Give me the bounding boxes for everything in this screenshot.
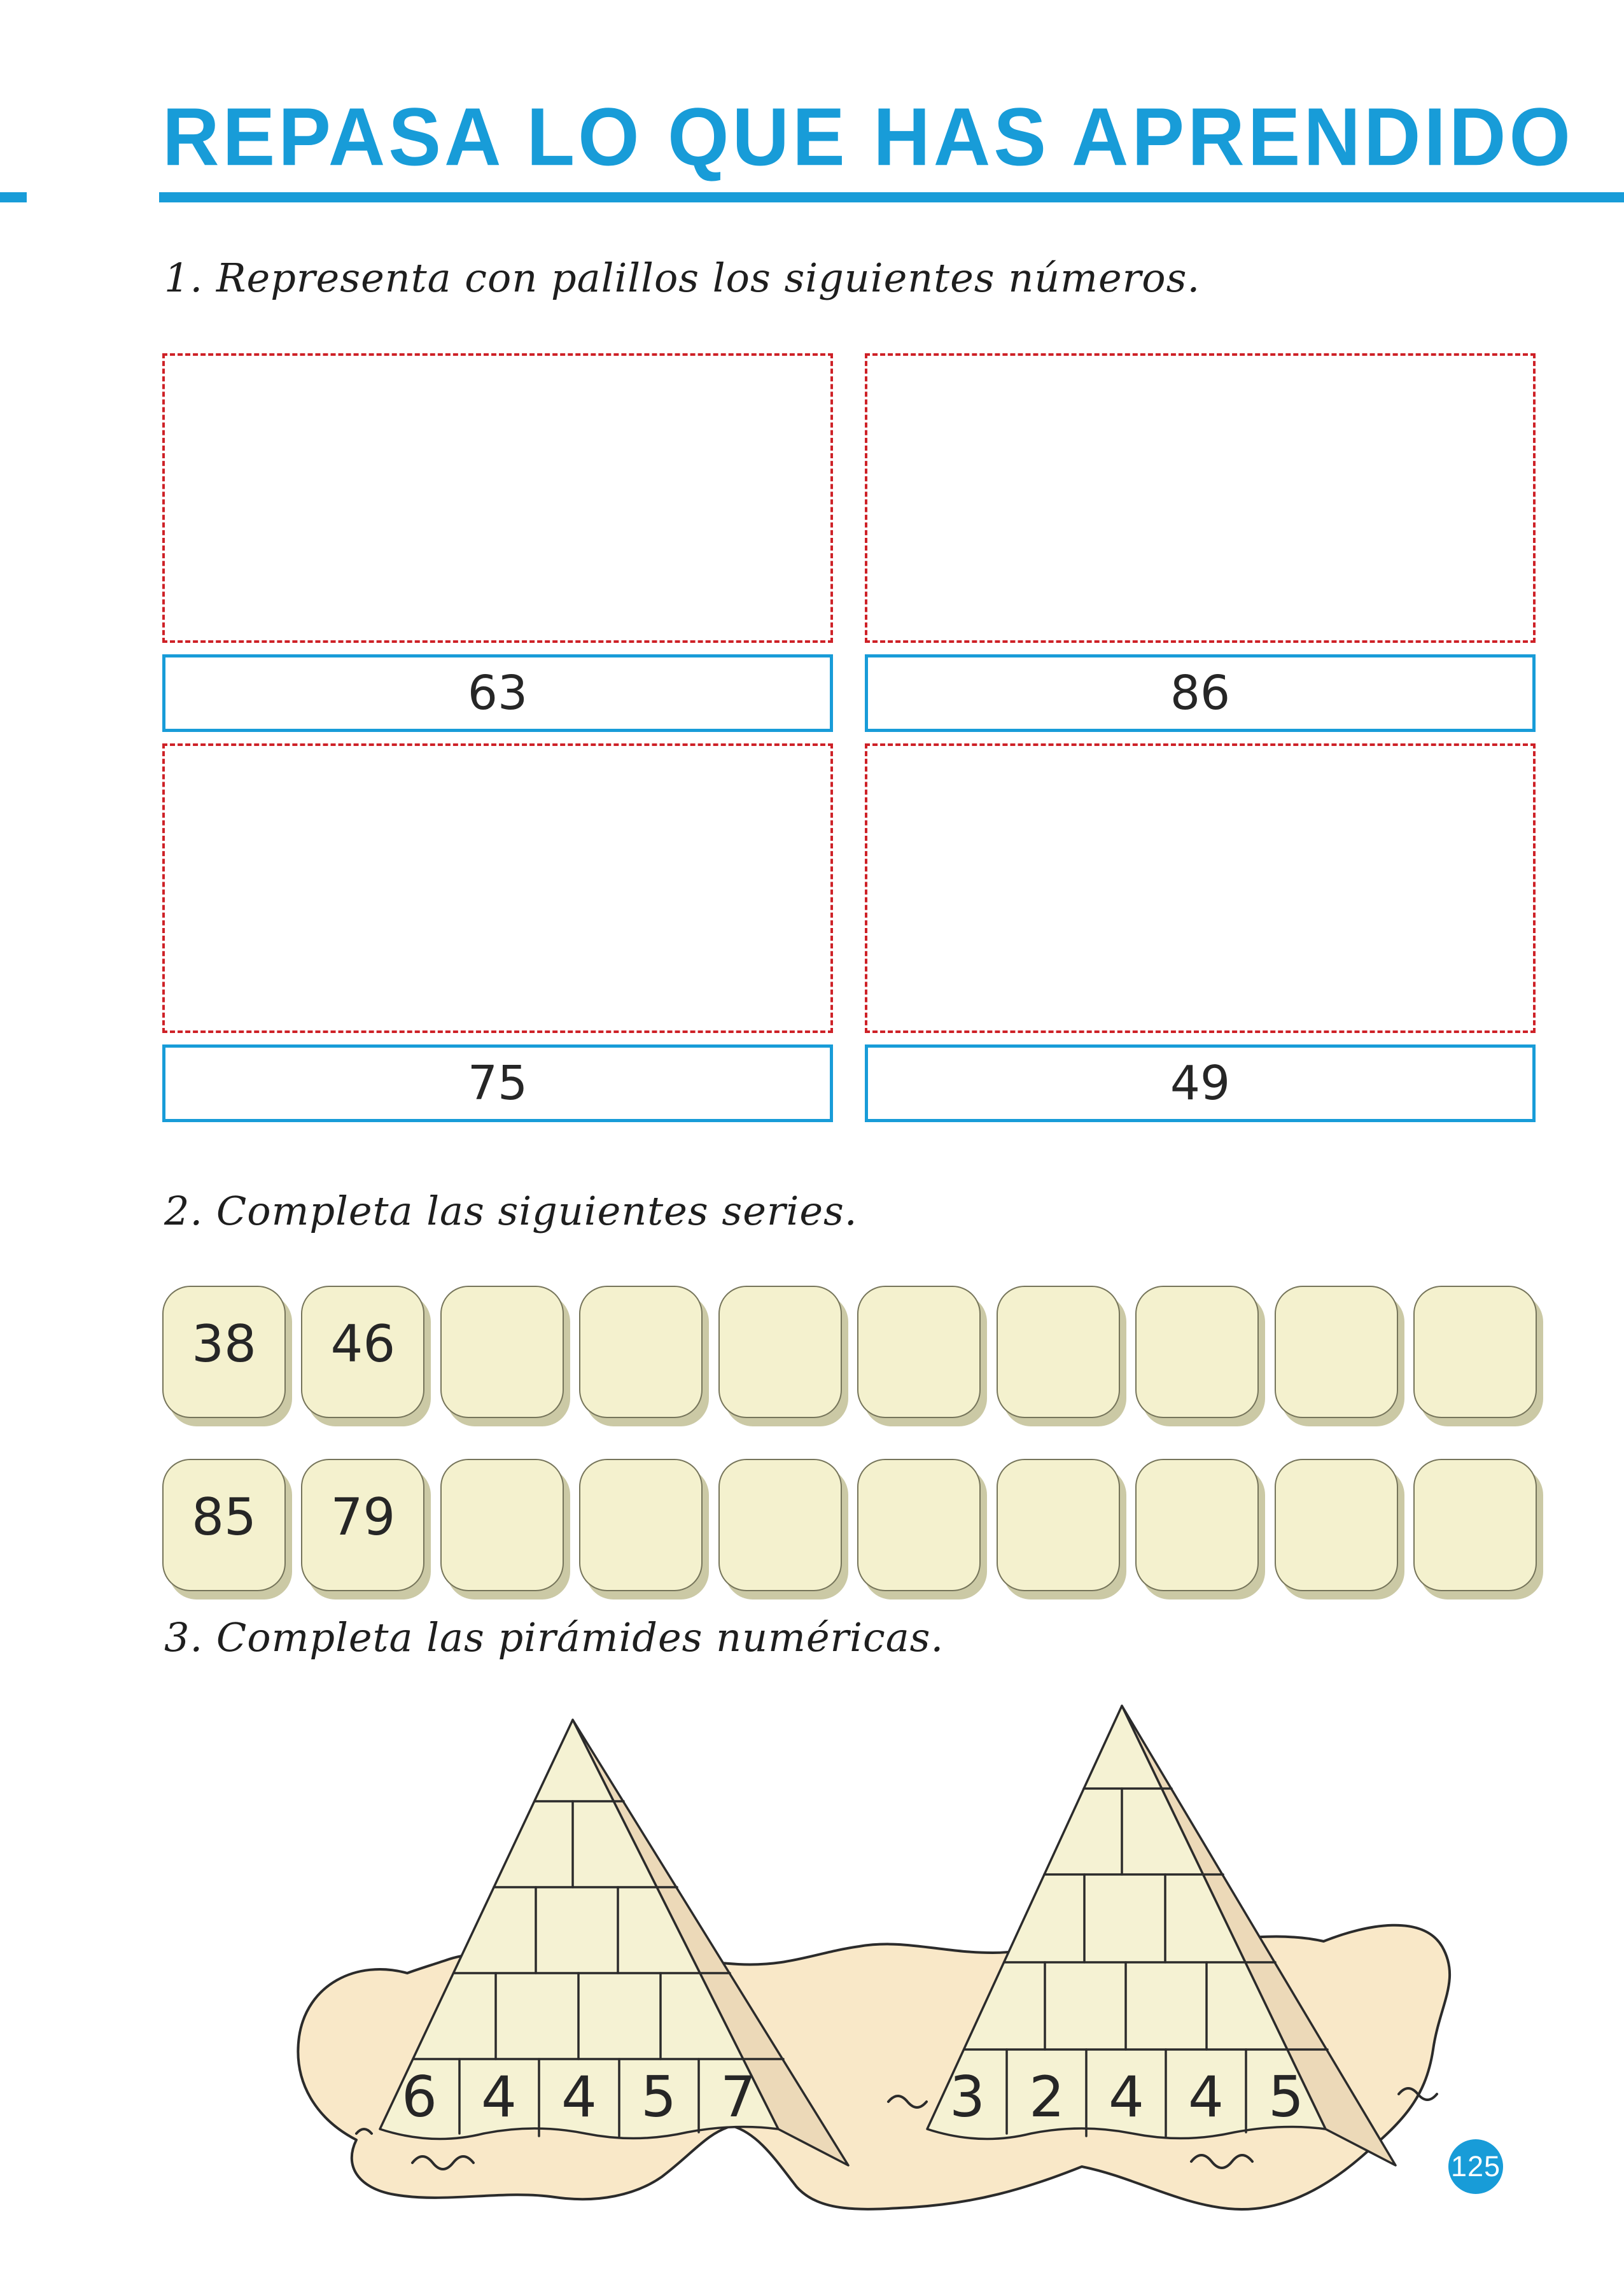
pyramid-2-base-number: 4: [1188, 2064, 1224, 2130]
series-cell-filled: 46: [301, 1286, 424, 1418]
stick-drawing-box-1[interactable]: [162, 353, 833, 643]
page-title: REPASA LO QUE HAS APRENDIDO: [162, 91, 1574, 183]
number-label-box-4: 49: [865, 1044, 1536, 1122]
series-cell-empty[interactable]: [1135, 1459, 1259, 1591]
exercise2-instruction: 2. Completa las siguientes series.: [164, 1188, 858, 1234]
page-number-badge: [1448, 2139, 1503, 2194]
page-number: 125: [1450, 2150, 1501, 2183]
pyramid-2-base-number: 3: [949, 2064, 985, 2130]
series-cell-empty[interactable]: [718, 1286, 842, 1418]
series-cell-empty[interactable]: [440, 1286, 564, 1418]
series-cell-empty[interactable]: [1413, 1286, 1537, 1418]
series-cell-empty[interactable]: [1275, 1286, 1398, 1418]
stick-drawing-box-4[interactable]: [865, 743, 1536, 1033]
pyramid-1-base-number: 6: [402, 2064, 437, 2130]
stick-drawing-box-2[interactable]: [865, 353, 1536, 643]
series-cell-empty[interactable]: [579, 1459, 703, 1591]
series-cell-empty[interactable]: [1135, 1286, 1259, 1418]
series-row-1: [162, 1286, 1537, 1418]
series-cell-empty[interactable]: [997, 1286, 1120, 1418]
series-row-2: [162, 1459, 1537, 1591]
pyramid-2: [927, 1706, 1396, 2165]
number-label-box-3: 75: [162, 1044, 833, 1122]
stick-drawing-box-3[interactable]: [162, 743, 833, 1033]
number-label-box-2: 86: [865, 654, 1536, 732]
exercise3-instruction: 3. Completa las pirámides numéricas.: [164, 1614, 944, 1661]
series-cell-filled: 85: [162, 1459, 286, 1591]
series-cell-empty[interactable]: [857, 1459, 981, 1591]
pyramid-1-base-number: 5: [641, 2064, 676, 2130]
pyramid-2-base-number: 2: [1029, 2064, 1065, 2130]
series-cell-filled: 38: [162, 1286, 286, 1418]
number-label-box-1: 63: [162, 654, 833, 732]
series-cell-empty[interactable]: [579, 1286, 703, 1418]
pyramid-1-base-number: 4: [561, 2064, 597, 2130]
series-cell-empty[interactable]: [440, 1459, 564, 1591]
series-cell-filled: 79: [301, 1459, 424, 1591]
series-cell-empty[interactable]: [1275, 1459, 1398, 1591]
pyramid-1-base-number: 4: [481, 2064, 517, 2130]
exercise1-instruction: 1. Representa con palillos los siguientes números.: [164, 255, 1201, 301]
pyramid-1-base-number: 7: [720, 2064, 756, 2130]
series-cell-empty[interactable]: [857, 1286, 981, 1418]
series-cell-empty[interactable]: [997, 1459, 1120, 1591]
title-underline: [159, 192, 1624, 202]
pyramid-1: [380, 1720, 848, 2165]
pyramids-scene: [0, 1680, 1624, 2278]
series-cell-empty[interactable]: [1413, 1459, 1537, 1591]
spine-mark: [0, 192, 27, 202]
exercise1-grid: [162, 353, 1536, 1122]
series-cell-empty[interactable]: [718, 1459, 842, 1591]
pyramid-2-base-number: 4: [1109, 2064, 1144, 2130]
pyramid-2-base-number: 5: [1268, 2064, 1304, 2130]
